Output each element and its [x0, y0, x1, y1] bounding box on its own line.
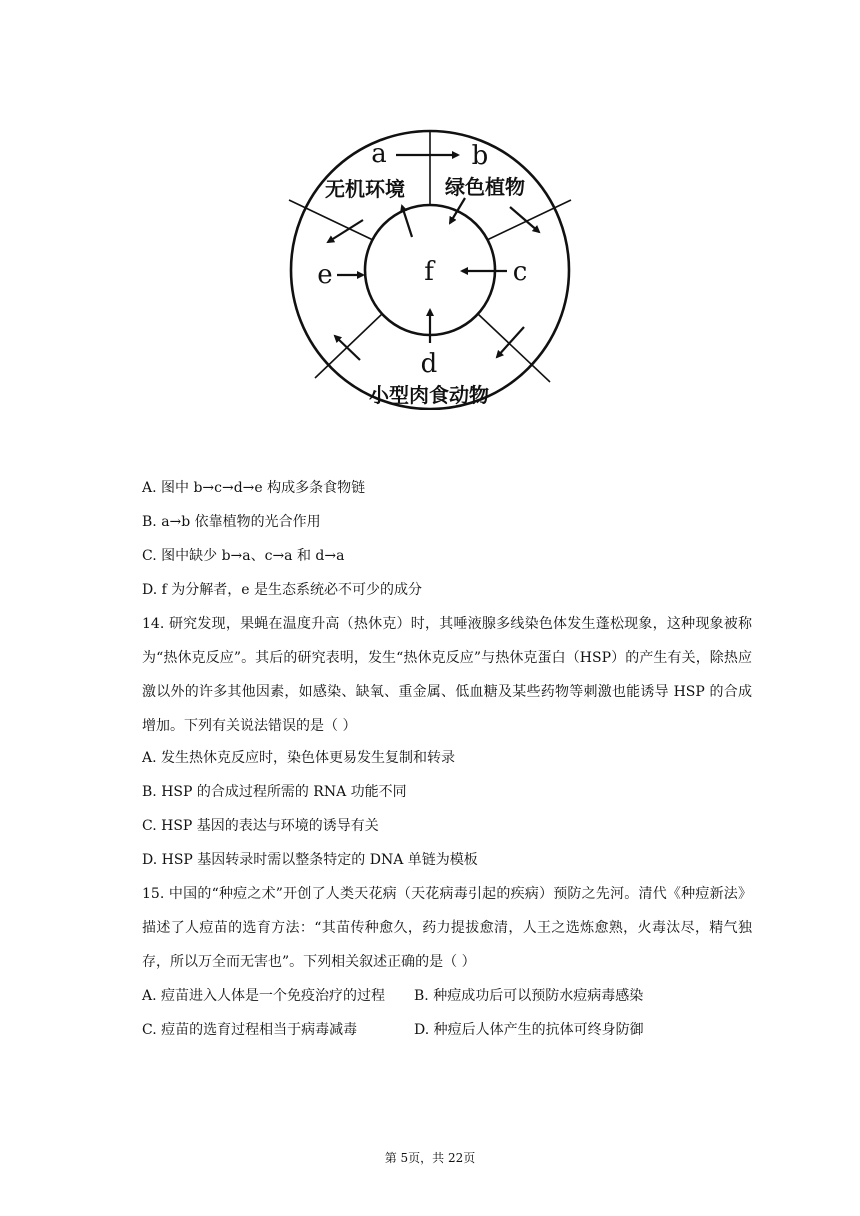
q13-option-c: C. 图中缺少 b→a、c→a 和 d→a: [142, 548, 345, 564]
arrow-f-to-inorganic: [328, 220, 363, 242]
arrow-b-to-f: [450, 198, 465, 223]
arrow-f-to-a: [402, 206, 412, 237]
q15-option-b: B. 种痘成功后可以预防水痘病毒感染: [414, 988, 644, 1004]
q15-option-d: D. 种痘后人体产生的抗体可终身防御: [414, 1022, 644, 1038]
q15-option-c: C. 痘苗的选育过程相当于病毒减毒: [142, 1022, 358, 1038]
q13-option-d: D. f 为分解者，e 是生态系统必不可少的成分: [142, 582, 422, 598]
q14-option-b: B. HSP 的合成过程所需的 RNA 功能不同: [142, 784, 407, 800]
ecosystem-diagram: [280, 100, 580, 410]
arrow-b-to-c: [510, 207, 539, 232]
q13-option-b: B. a→b 依靠植物的光合作用: [142, 514, 321, 530]
q14-option-d: D. HSP 基因转录时需以整条特定的 DNA 单链为模板: [142, 852, 478, 868]
q14-option-a: A. 发生热休克反应时，染色体更易发生复制和转录: [142, 750, 456, 766]
q14-stem: 14. 研究发现，果蝇在温度升高（热休克）时，其唾液腺多线染色体发生蓬松现象，这种现象被称为“热休克反应”。其后的研究表明，发生“热休克反应”与热休克蛋白（HSP）的产生有关，除热应激以外的许多其他因素，如感染、缺氧、重金属、低血糖及某些药物等刺激也能诱导 HSP 的合成增加。下列有关说法错误的是（ ）: [142, 616, 752, 734]
node-a: a: [371, 139, 387, 169]
label-green-plants: 绿色植物: [445, 175, 525, 199]
node-b: b: [471, 141, 489, 171]
divider-lower-right: [478, 314, 550, 382]
divider-lower-left: [315, 314, 382, 378]
node-e: e: [317, 260, 333, 290]
q13-option-a: A. 图中 b→c→d→e 构成多条食物链: [142, 480, 366, 496]
node-d: d: [420, 349, 438, 379]
q15-stem: 15. 中国的“种痘之术”开创了人类天花病（天花病毒引起的疾病）预防之先河。清代《种痘新法》描述了人痘苗的选育方法：“其苗传种愈久，药力提拔愈清，人王之选炼愈熟，火毒汰尽，精气独存，所以万全而无害也”。下列相关叙述正确的是（ ）: [142, 886, 752, 970]
ecosystem-diagram-svg: [280, 100, 580, 410]
node-c: c: [512, 257, 528, 287]
arrow-c-to-d: [497, 327, 524, 357]
q15-option-a: A. 痘苗进入人体是一个免疫治疗的过程: [142, 988, 386, 1004]
label-inorganic-environment: 无机环境: [325, 177, 405, 201]
page-number-footer: 第 5页，共 22页: [384, 1151, 476, 1165]
node-f: f: [424, 257, 434, 287]
q14-option-c: C. HSP 基因的表达与环境的诱导有关: [142, 818, 379, 834]
label-small-carnivores: 小型肉食动物: [369, 383, 489, 407]
